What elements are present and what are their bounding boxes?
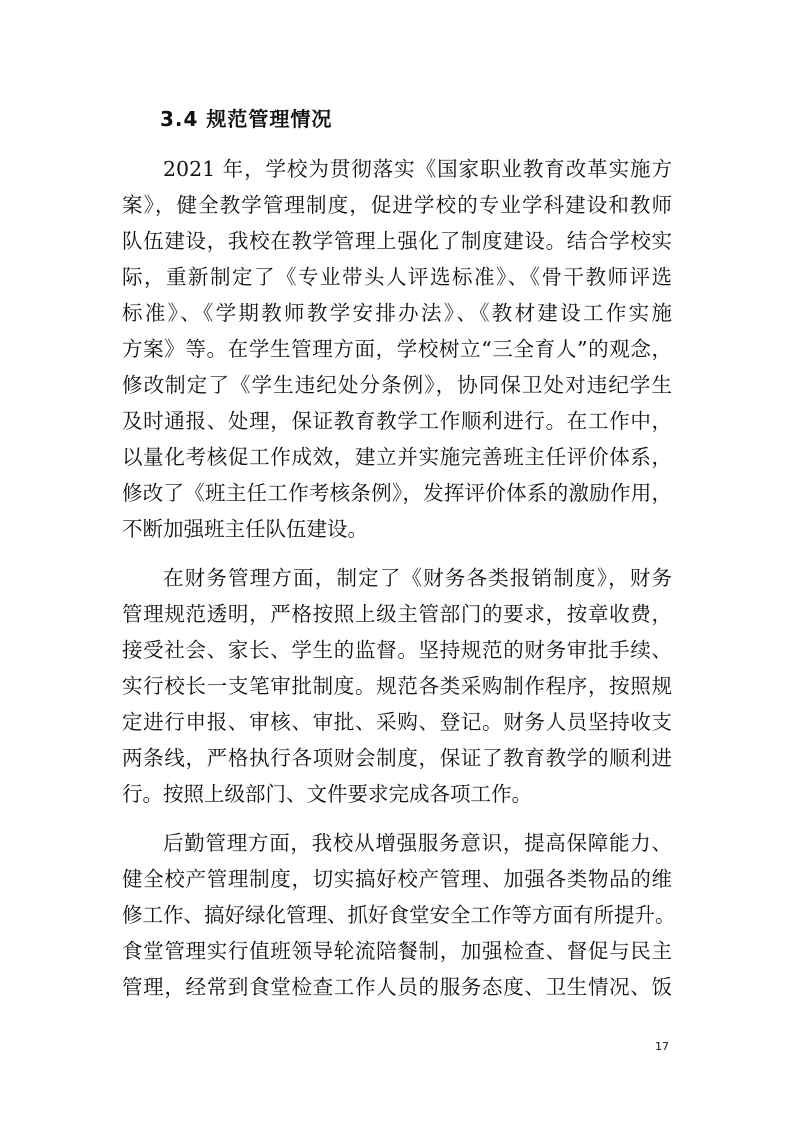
page-number: 17 [655, 1040, 669, 1053]
paragraph-1-line: 方案》等。在学生管理方面，学校树立“三全育人”的观念， [122, 337, 672, 361]
paragraph-1-line: 案》，健全教学管理制度，促进学校的专业学科建设和教师 [122, 193, 672, 217]
paragraph-2-line: 实行校长一支笔审批制度。规范各类采购制作程序，按照规 [122, 674, 672, 698]
paragraph-2-line: 定进行申报、审核、审批、采购、登记。财务人员坚持收支 [122, 710, 672, 734]
paragraph-2-line: 管理规范透明，严格按照上级主管部门的要求，按章收费， [122, 602, 672, 626]
paragraph-1-line: 及时通报、处理，保证教育教学工作顺利进行。在工作中， [122, 409, 672, 433]
paragraph-2-line: 两条线，严格执行各项财会制度，保证了教育教学的顺利进 [122, 746, 672, 770]
paragraph-2-line: 接受社会、家长、学生的监督。坚持规范的财务审批手续、 [122, 638, 672, 662]
paragraph-3-line: 食堂管理实行值班领导轮流陪餐制，加强检查、督促与民主 [122, 939, 672, 963]
section-heading: 3.4 规范管理情况 [160, 107, 333, 131]
paragraph-2-line: 行。按照上级部门、文件要求完成各项工作。 [122, 782, 532, 806]
paragraph-1-line: 以量化考核促工作成效，建立并实施完善班主任评价体系， [122, 445, 672, 469]
paragraph-1-line: 队伍建设，我校在教学管理上强化了制度建设。结合学校实 [122, 229, 672, 253]
paragraph-1-line: 不断加强班主任队伍建设。 [122, 517, 368, 541]
paragraph-3-line: 管理，经常到食堂检查工作人员的服务态度、卫生情况、饭 [122, 975, 672, 999]
paragraph-1-line: 2021 年，学校为贯彻落实《国家职业教育改革实施方 [163, 157, 672, 181]
paragraph-1-line: 标准》、《学期教师教学安排办法》、《教材建设工作实施 [122, 301, 672, 325]
paragraph-1-line: 际，重新制定了《专业带头人评选标准》、《骨干教师评选 [122, 265, 672, 289]
paragraph-3-line: 修工作、搞好绿化管理、抓好食堂安全工作等方面有所提升。 [122, 903, 676, 927]
paragraph-3-line: 后勤管理方面，我校从增强服务意识，提高保障能力、 [163, 831, 672, 855]
paragraph-1-line: 修改制定了《学生违纪处分条例》，协同保卫处对违纪学生 [122, 373, 672, 397]
paragraph-1-line: 修改了《班主任工作考核条例》，发挥评价体系的激励作用， [122, 481, 672, 505]
paragraph-2-line: 在财务管理方面，制定了《财务各类报销制度》，财务 [163, 566, 672, 590]
paragraph-3-line: 健全校产管理制度，切实搞好校产管理、加强各类物品的维 [122, 867, 672, 891]
